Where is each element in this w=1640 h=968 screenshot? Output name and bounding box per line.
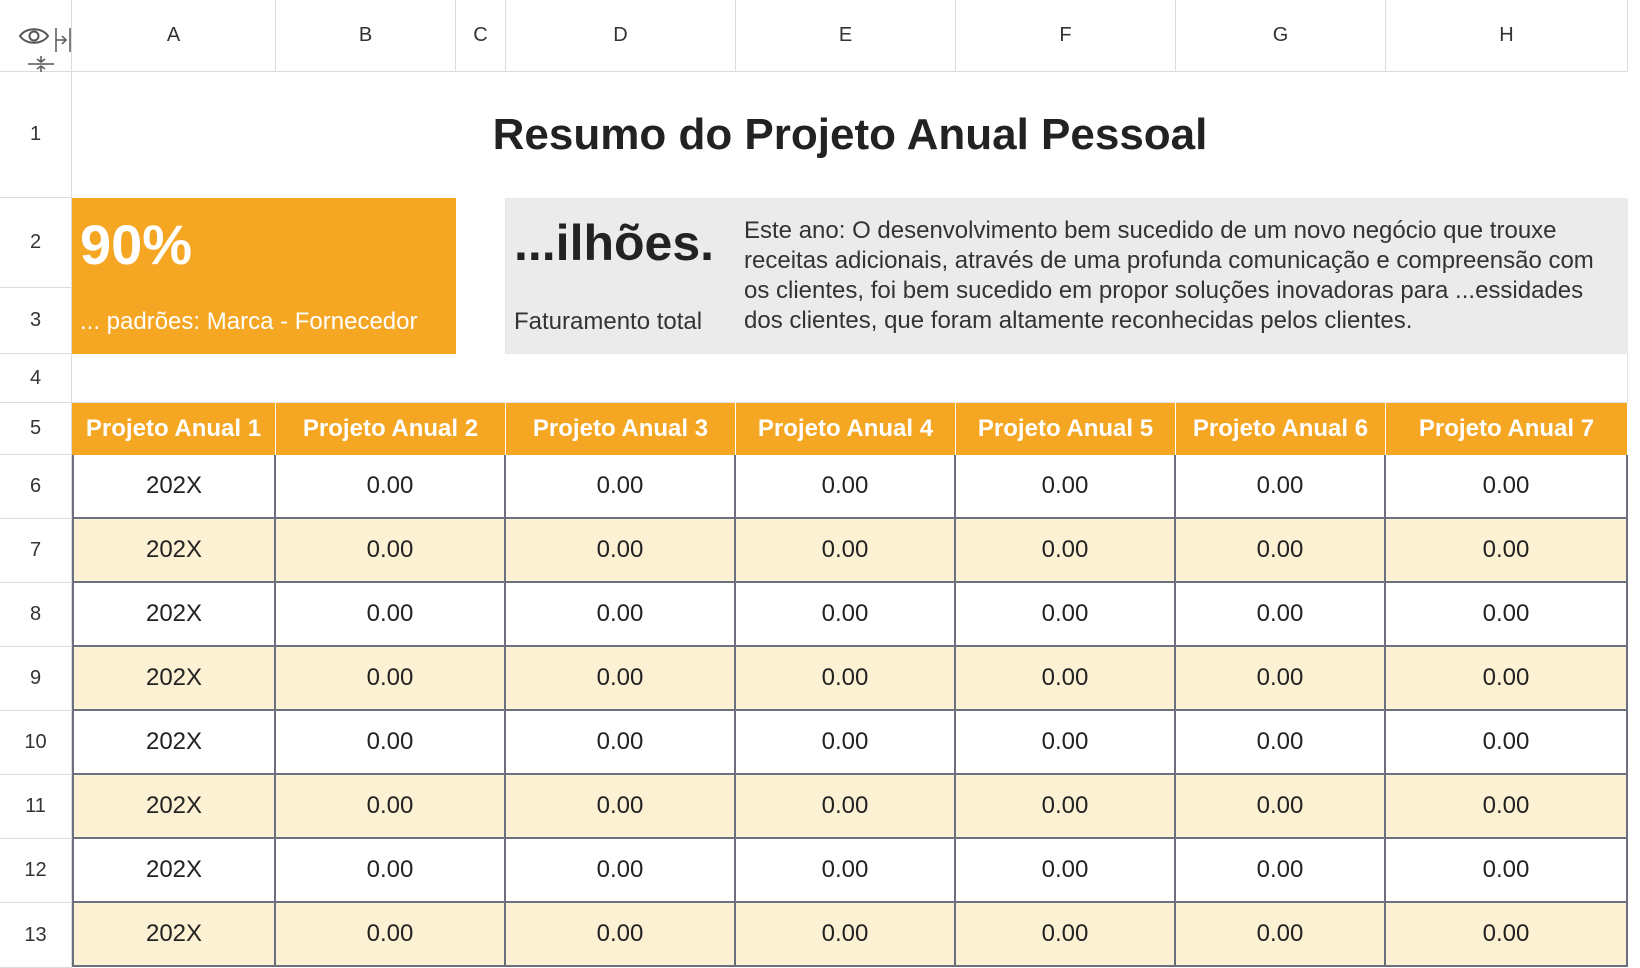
table-cell[interactable]: 202X xyxy=(72,647,276,711)
table-header-6[interactable]: Projeto Anual 6 xyxy=(1176,403,1386,455)
table-cell[interactable]: 0.00 xyxy=(506,519,736,583)
table-cell[interactable]: 0.00 xyxy=(506,903,736,967)
table-cell[interactable]: 0.00 xyxy=(956,583,1176,647)
table-header-2[interactable]: Projeto Anual 2 xyxy=(276,403,506,455)
table-cell[interactable]: 0.00 xyxy=(1386,711,1628,775)
table-cell[interactable]: 0.00 xyxy=(736,519,956,583)
cell-c2[interactable] xyxy=(456,198,506,354)
kpi-revenue-value: ...ilhões. xyxy=(514,215,715,271)
table-header-7[interactable]: Projeto Anual 7 xyxy=(1386,403,1628,455)
table-cell[interactable]: 0.00 xyxy=(506,775,736,839)
row-header-10[interactable]: 10 xyxy=(0,711,72,775)
table-cell[interactable]: 0.00 xyxy=(1386,775,1628,839)
row-4-empty[interactable] xyxy=(72,354,1628,403)
eye-icon[interactable] xyxy=(18,24,50,48)
column-header-h[interactable]: H xyxy=(1386,0,1628,72)
table-cell[interactable]: 202X xyxy=(72,839,276,903)
table-cell[interactable]: 0.00 xyxy=(506,583,736,647)
table-cell[interactable]: 0.00 xyxy=(736,583,956,647)
table-cell[interactable]: 0.00 xyxy=(1176,519,1386,583)
column-header-b[interactable]: B xyxy=(276,0,456,72)
row-header-9[interactable]: 9 xyxy=(0,647,72,711)
table-cell[interactable]: 0.00 xyxy=(956,839,1176,903)
table-cell[interactable]: 0.00 xyxy=(276,519,506,583)
table-cell[interactable]: 0.00 xyxy=(956,647,1176,711)
table-cell[interactable]: 0.00 xyxy=(276,583,506,647)
column-header-g[interactable]: G xyxy=(1176,0,1386,72)
table-cell[interactable]: 0.00 xyxy=(1386,839,1628,903)
table-cell[interactable]: 0.00 xyxy=(956,455,1176,519)
table-cell[interactable]: 0.00 xyxy=(276,903,506,967)
table-header-1[interactable]: Projeto Anual 1 xyxy=(72,403,276,455)
table-cell[interactable]: 0.00 xyxy=(276,839,506,903)
table-cell[interactable]: 0.00 xyxy=(1176,647,1386,711)
column-header-a[interactable]: A xyxy=(72,0,276,72)
table-cell[interactable]: 0.00 xyxy=(956,519,1176,583)
table-cell[interactable]: 0.00 xyxy=(1176,583,1386,647)
table-cell[interactable]: 0.00 xyxy=(1176,839,1386,903)
table-cell[interactable]: 0.00 xyxy=(1386,583,1628,647)
table-cell[interactable]: 0.00 xyxy=(506,647,736,711)
kpi-orange-label: ... padrões: Marca - Fornecedor xyxy=(80,308,418,335)
table-cell[interactable]: 0.00 xyxy=(506,455,736,519)
row-header-12[interactable]: 12 xyxy=(0,839,72,903)
kpi-orange-card[interactable] xyxy=(72,198,456,354)
row-header-1[interactable]: 1 xyxy=(0,72,72,198)
kpi-revenue-label: Faturamento total xyxy=(514,308,703,335)
table-cell[interactable]: 0.00 xyxy=(1386,519,1628,583)
table-cell[interactable]: 0.00 xyxy=(736,647,956,711)
kpi-orange-value: 90% xyxy=(80,213,193,276)
row-header-7[interactable]: 7 xyxy=(0,519,72,583)
table-cell[interactable]: 0.00 xyxy=(956,711,1176,775)
table-cell[interactable]: 0.00 xyxy=(736,903,956,967)
table-cell[interactable]: 0.00 xyxy=(1386,903,1628,967)
table-cell[interactable]: 0.00 xyxy=(736,839,956,903)
column-header-d[interactable]: D xyxy=(506,0,736,72)
table-cell[interactable]: 0.00 xyxy=(276,711,506,775)
table-cell[interactable]: 202X xyxy=(72,903,276,967)
row-header-3[interactable]: 3 xyxy=(0,288,72,354)
table-cell[interactable]: 0.00 xyxy=(1176,711,1386,775)
table-cell[interactable]: 0.00 xyxy=(506,839,736,903)
table-cell[interactable]: 0.00 xyxy=(1176,903,1386,967)
table-cell[interactable]: 202X xyxy=(72,519,276,583)
row-header-6[interactable]: 6 xyxy=(0,455,72,519)
freeze-rows-icon[interactable] xyxy=(26,56,56,72)
row-header-4[interactable]: 4 xyxy=(0,354,72,403)
table-cell[interactable]: 0.00 xyxy=(276,775,506,839)
table-header-3[interactable]: Projeto Anual 3 xyxy=(506,403,736,455)
sheet-title[interactable]: Resumo do Projeto Anual Pessoal xyxy=(492,110,1208,159)
table-header-4[interactable]: Projeto Anual 4 xyxy=(736,403,956,455)
table-cell[interactable]: 202X xyxy=(72,775,276,839)
row-header-2[interactable]: 2 xyxy=(0,198,72,288)
row-header-5[interactable]: 5 xyxy=(0,403,72,455)
table-cell[interactable]: 0.00 xyxy=(506,711,736,775)
row-header-11[interactable]: 11 xyxy=(0,775,72,839)
table-cell[interactable]: 0.00 xyxy=(956,903,1176,967)
table-cell[interactable]: 202X xyxy=(72,455,276,519)
table-cell[interactable]: 0.00 xyxy=(1386,647,1628,711)
column-header-c[interactable]: C xyxy=(456,0,506,72)
table-cell[interactable]: 0.00 xyxy=(736,711,956,775)
table-cell[interactable]: 0.00 xyxy=(736,775,956,839)
row-header-8[interactable]: 8 xyxy=(0,583,72,647)
table-cell[interactable]: 0.00 xyxy=(276,455,506,519)
row-header-13[interactable]: 13 xyxy=(0,903,72,968)
column-header-e[interactable]: E xyxy=(736,0,956,72)
table-cell[interactable]: 0.00 xyxy=(276,647,506,711)
table-header-5[interactable]: Projeto Anual 5 xyxy=(956,403,1176,455)
table-cell[interactable]: 0.00 xyxy=(1176,455,1386,519)
table-cell[interactable]: 0.00 xyxy=(1176,775,1386,839)
column-header-f[interactable]: F xyxy=(956,0,1176,72)
summary-text-cell[interactable]: Este ano: O desenvolvimento bem sucedido de um novo negócio que trouxe receitas adicionais, através de uma profunda comunicação e compreensão com os clientes, foi bem sucedido em propor soluções inovadoras para ...essidades dos clientes, que foram altamente reconhecidas pelos clientes. xyxy=(736,198,1628,354)
table-cell[interactable]: 202X xyxy=(72,711,276,775)
table-cell[interactable]: 0.00 xyxy=(736,455,956,519)
table-cell[interactable]: 202X xyxy=(72,583,276,647)
table-cell[interactable]: 0.00 xyxy=(956,775,1176,839)
kpi-revenue-card[interactable] xyxy=(506,198,736,354)
table-cell[interactable]: 0.00 xyxy=(1386,455,1628,519)
corner-header xyxy=(0,0,72,72)
